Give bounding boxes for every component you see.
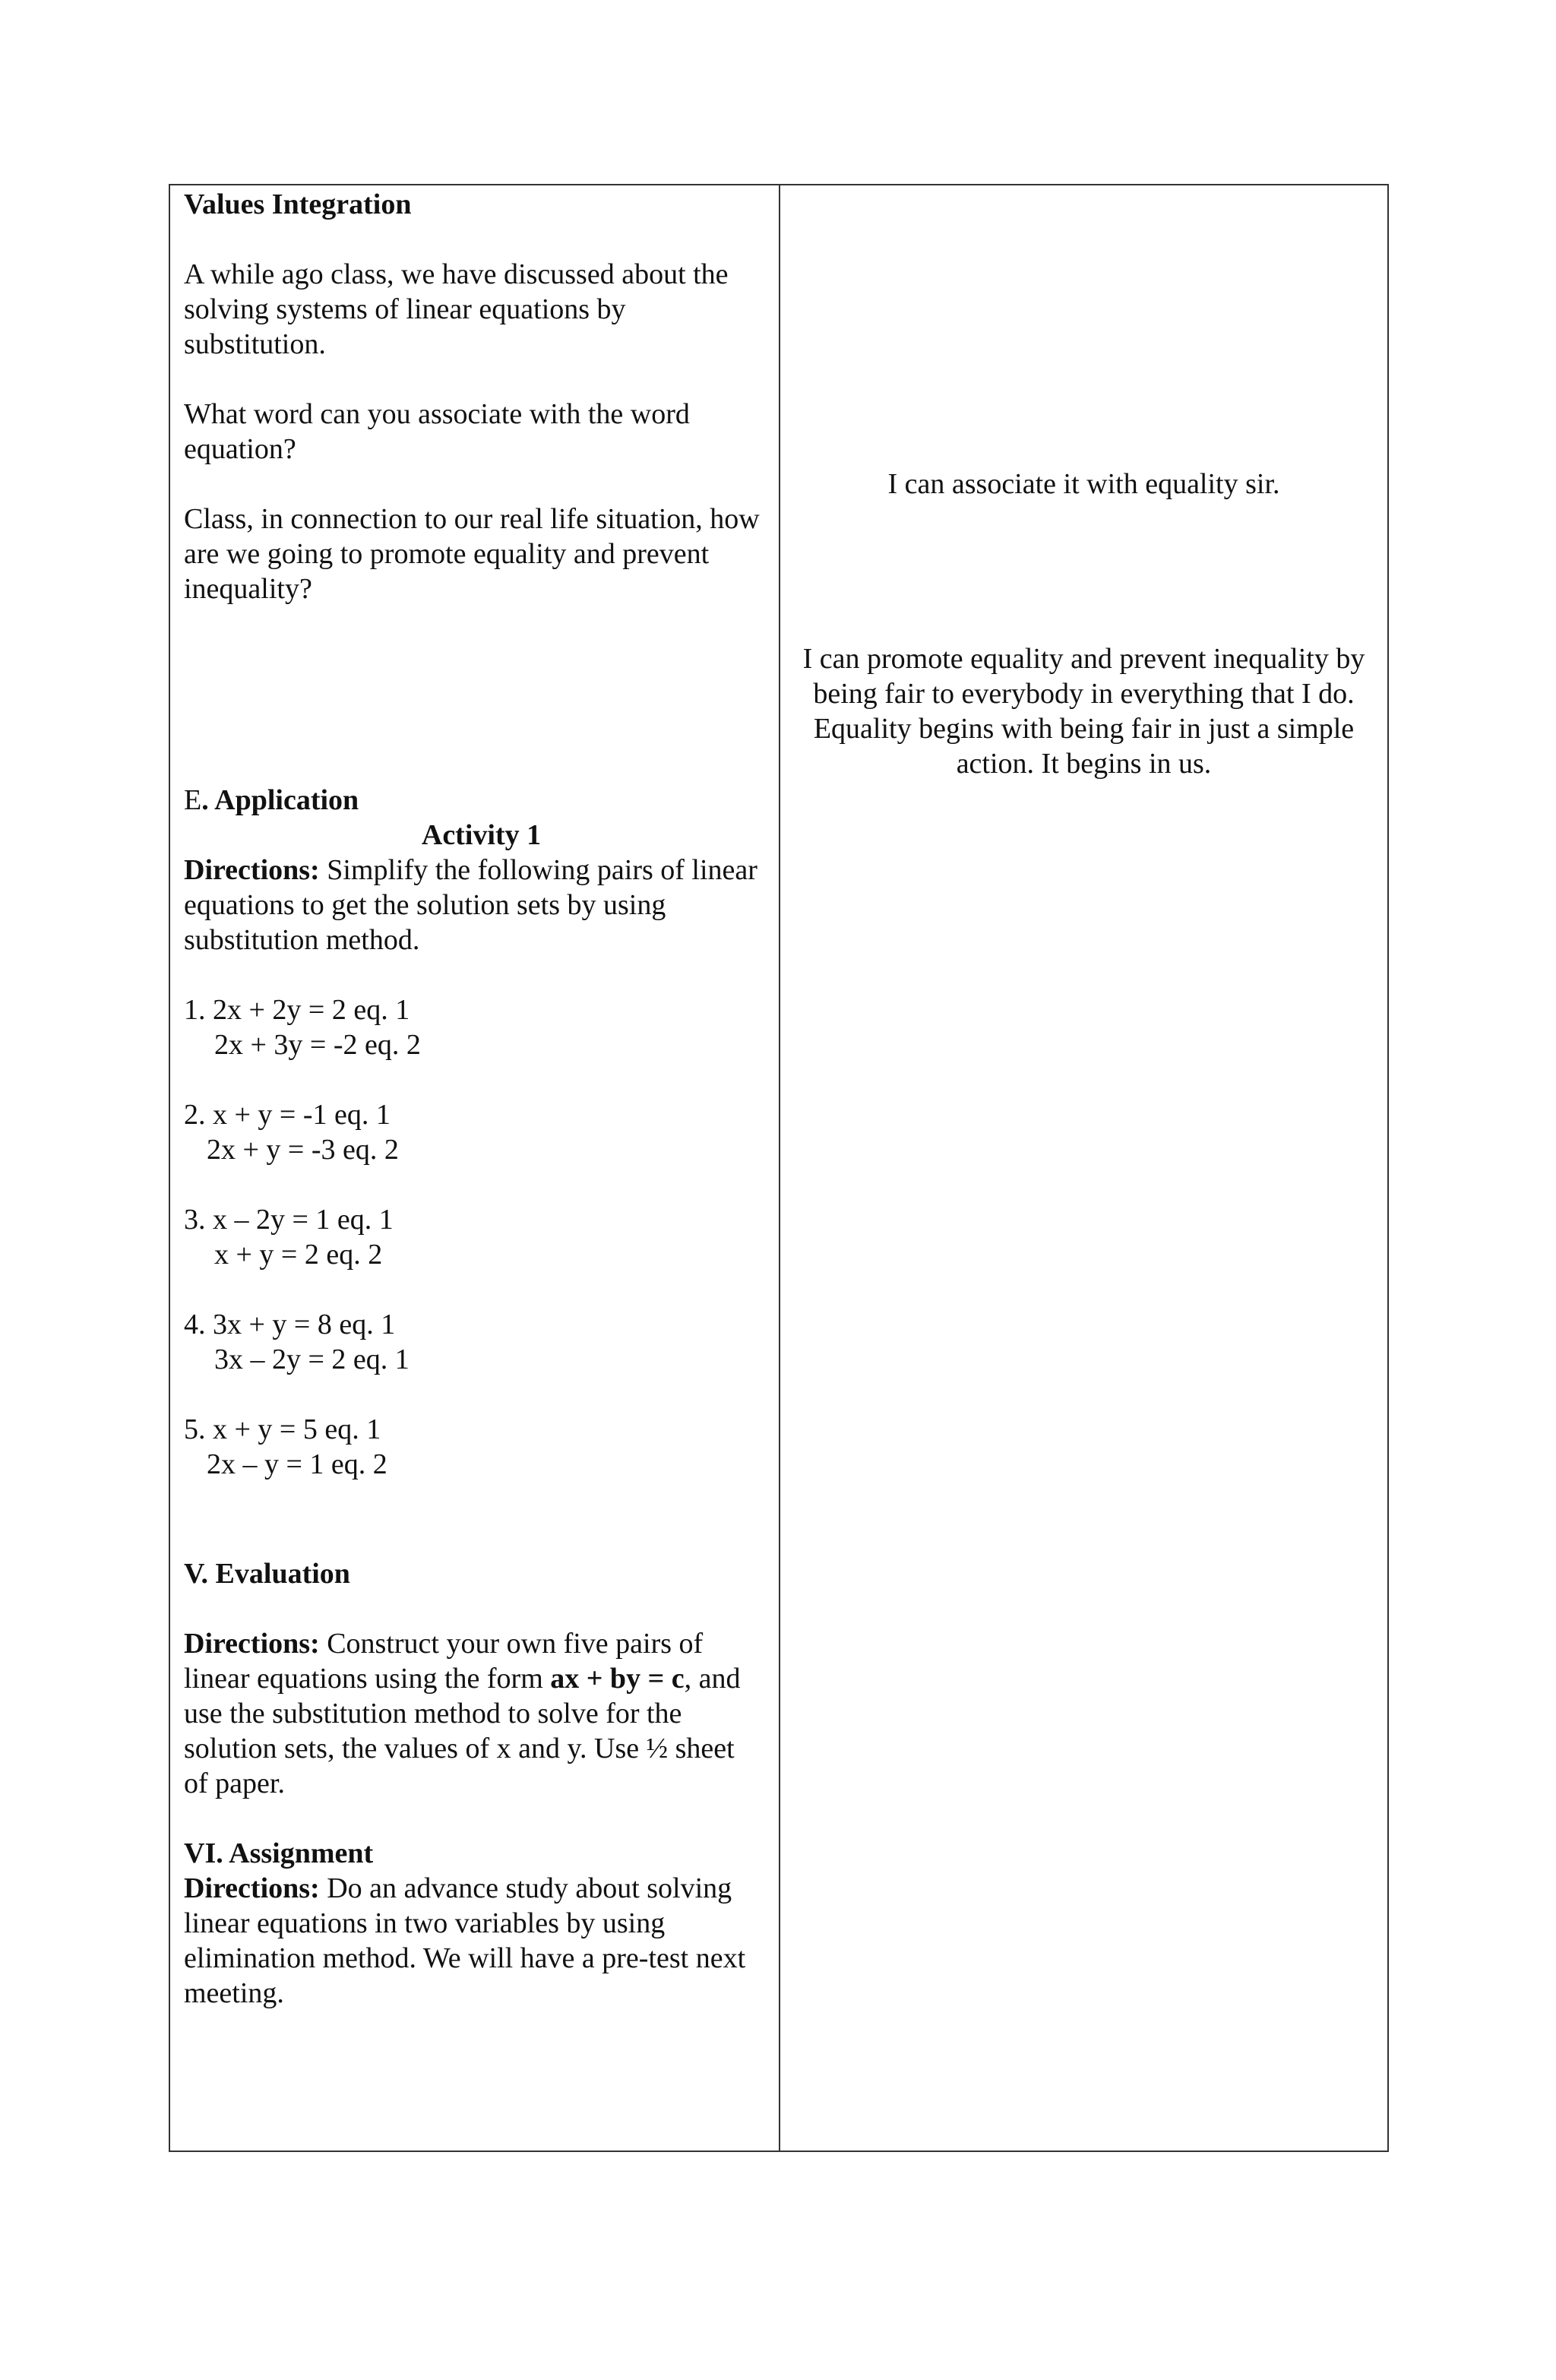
evaluation-directions — [184, 1626, 765, 1801]
application-heading-text: . Application — [201, 784, 359, 816]
student-answer-equality: I can promote equality and prevent inequality by being fair to everybody in everything that I do. Equality begins with being fair in just a simple action. It begins in us. — [802, 643, 1365, 780]
equation-line: 1. 2x + 2y = 2 eq. 1 — [184, 994, 410, 1026]
student-activity-column — [780, 185, 1387, 2151]
evaluation-heading: V. Evaluation — [184, 1558, 350, 1590]
evaluation-form: ax + by = c — [550, 1663, 685, 1695]
application-directions — [184, 853, 765, 957]
equation-pair-3 — [184, 1202, 765, 1272]
equation-pair-1 — [184, 992, 765, 1062]
directions-label: Directions: — [184, 1628, 320, 1660]
equation-line: 2. x + y = -1 eq. 1 — [184, 1099, 391, 1131]
student-answer-association: I can associate it with equality sir. — [887, 468, 1280, 500]
equation-pair-5 — [184, 1412, 765, 1482]
teacher-activity-column — [170, 185, 780, 2151]
evaluation-text-b: , and use the substitution method to solve for the solution sets, the values of x and y. Use ½ sheet of paper. — [184, 1663, 741, 1799]
equation-line: 2x – y = 1 eq. 2 — [207, 1448, 387, 1480]
equation-line: 2x + y = -3 eq. 2 — [207, 1134, 399, 1166]
equation-line: 3x – 2y = 2 eq. 1 — [214, 1343, 410, 1375]
equation-pair-4 — [184, 1307, 765, 1377]
equation-line: 3. x – 2y = 1 eq. 1 — [184, 1204, 394, 1236]
association-question: What word can you associate with the word equation? — [184, 398, 690, 465]
assignment-directions — [184, 1871, 765, 2011]
equation-pair-2 — [184, 1097, 765, 1167]
directions-label: Directions: — [184, 854, 320, 886]
equation-line: 4. 3x + y = 8 eq. 1 — [184, 1309, 396, 1340]
equation-line: x + y = 2 eq. 2 — [214, 1239, 383, 1271]
equation-line: 2x + 3y = -2 eq. 2 — [214, 1029, 421, 1061]
values-integration-heading: Values Integration — [184, 188, 412, 220]
assignment-heading: VI. Assignment — [184, 1837, 374, 1869]
application-heading-letter: E — [184, 784, 202, 816]
application-directions-text: Simplify the following pairs of linear equations to get the solution sets by using substitution method. — [184, 854, 757, 956]
application-heading — [184, 783, 765, 818]
equality-question: Class, in connection to our real life situation, how are we going to promote equality and prevent inequality? — [184, 503, 760, 605]
lesson-plan-table — [169, 184, 1389, 2152]
values-paragraph: A while ago class, we have discussed about the solving systems of linear equations by substitution. — [184, 258, 729, 360]
equation-line: 5. x + y = 5 eq. 1 — [184, 1413, 381, 1445]
directions-label: Directions: — [184, 1872, 320, 1904]
evaluation-text-a: Construct your own five pairs of linear equations using the form — [184, 1628, 704, 1695]
activity-title: Activity 1 — [421, 819, 542, 851]
assignment-text: Do an advance study about solving linear equations in two variables by using elimination method. We will have a pre-test next meeting. — [184, 1872, 746, 2009]
